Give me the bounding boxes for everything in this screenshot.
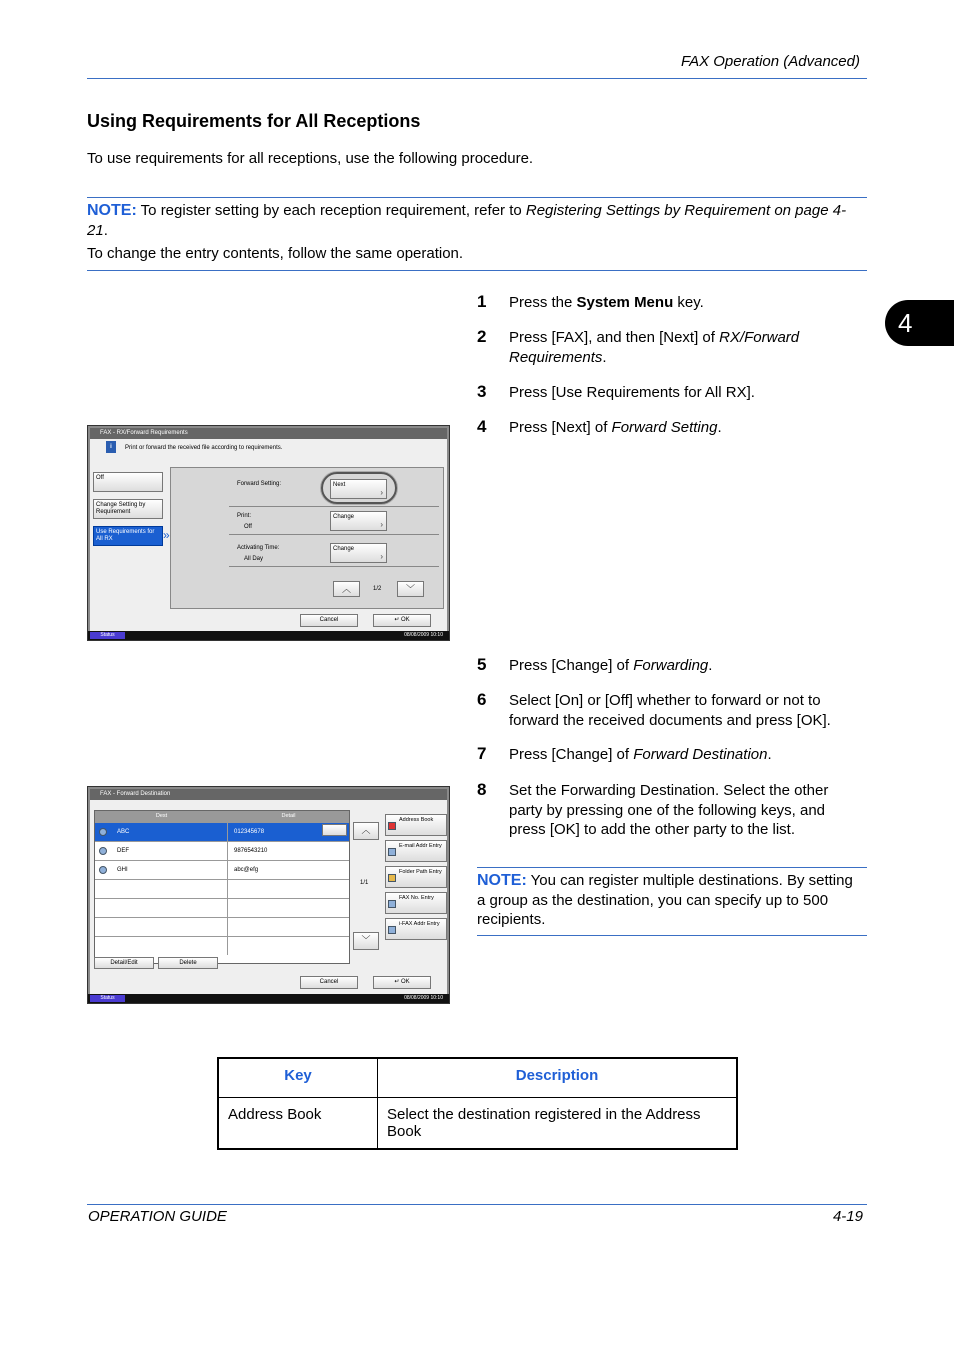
step-1-text: Press the System Menu key. (509, 294, 704, 311)
fax-icon (99, 828, 107, 836)
step-8-text: Set the Forwarding Destination. Select the other party by pressing one of the following keys, and press [OK] to add the other party to the list. (509, 782, 829, 838)
page-up-button[interactable] (333, 581, 360, 597)
page-indicator: 1/2 (373, 586, 382, 592)
screen-title: FAX - RX/Forward Requirements (90, 428, 447, 439)
info-icon: i (106, 441, 116, 453)
chevron-down-icon: ﹀ (361, 935, 371, 945)
row-dest: ABC (117, 829, 130, 835)
note-bottom-rule (87, 270, 867, 271)
row-detail: 012345678 (234, 829, 265, 835)
folder-icon (388, 874, 396, 882)
step-number: 3 (477, 382, 487, 401)
row-detail: 9876543210 (234, 848, 268, 854)
use-requirements-for-all-rx-button[interactable]: Use Requirements for All RX (93, 526, 163, 546)
note-label: NOTE: (87, 202, 137, 219)
status-button[interactable]: Status (90, 632, 125, 639)
table-row[interactable] (95, 822, 349, 841)
screen-body (90, 439, 447, 631)
note-1-line2: To change the entry contents, follow the same operation. (87, 245, 464, 262)
footer-page-number: 4-19 (832, 1208, 863, 1225)
chapter-tab: 4 (885, 300, 954, 346)
note-2 (477, 871, 862, 930)
row-dest: GHI (117, 867, 128, 873)
key-description-table (217, 1057, 738, 1150)
divider (229, 534, 439, 535)
datetime: 08/08/2009 10:10 (404, 632, 443, 638)
step-4-text: Press [Next] of Forward Setting. (509, 419, 722, 436)
page-indicator: 1/1 (360, 880, 369, 886)
list-header (95, 811, 349, 822)
step-number: 1 (477, 292, 487, 311)
activating-time-value: All Day (244, 556, 264, 562)
detail-edit-button[interactable]: Detail/Edit (94, 957, 154, 969)
ifax-addr-entry-button[interactable]: i-FAX Addr Entry (385, 918, 447, 940)
fax-icon (99, 847, 107, 855)
table-row (95, 879, 349, 898)
column-detail: Detail (281, 813, 296, 819)
chevron-right-icon: › (380, 520, 383, 529)
scroll-up-button[interactable] (353, 822, 379, 840)
ok-button[interactable]: ↵ OK (373, 976, 431, 989)
divider (229, 566, 439, 567)
chevron-up-icon: ︿ (341, 584, 351, 594)
detail-field[interactable] (322, 824, 347, 836)
print-change-button[interactable]: Change › (330, 511, 387, 531)
table-row (95, 898, 349, 917)
fax-no-entry-button[interactable]: FAX No. Entry (385, 892, 447, 914)
note-text: You can register multiple destinations. By setting a group as the destination, you can specify up to 500 recipients. (477, 872, 853, 928)
chevron-right-icon: › (380, 552, 383, 561)
destination-list (94, 810, 350, 964)
step-6-text: Select [On] or [Off] whether to forward or not to forward the received documents and press [OK]. (509, 692, 831, 729)
footer-rule (87, 1204, 867, 1205)
forward-next-button[interactable]: Next › (330, 479, 387, 499)
step-3-text: Press [Use Requirements for All RX]. (509, 384, 755, 401)
step-2-text: Press [FAX], and then [Next] of RX/Forward Requirements. (509, 329, 800, 366)
enter-icon: ↵ (394, 979, 402, 985)
time-change-button[interactable]: Change › (330, 543, 387, 563)
note-1 (87, 201, 857, 240)
email-icon (388, 848, 396, 856)
cell-description: Select the destination registered in the Address Book (378, 1098, 738, 1150)
status-bar (88, 631, 449, 640)
chevron-up-icon: ︿ (361, 825, 371, 835)
header-description: Description (378, 1058, 738, 1098)
address-book-icon (388, 822, 396, 830)
ok-button[interactable]: ↵ OK (373, 614, 431, 627)
fax-icon (388, 900, 396, 908)
off-button[interactable]: Off (93, 472, 163, 492)
screen-forward-destination (87, 786, 450, 1004)
enter-icon: ↵ (394, 617, 402, 623)
status-button[interactable]: Status (90, 995, 125, 1002)
delete-button[interactable]: Delete (158, 957, 218, 969)
table-row[interactable] (95, 841, 349, 860)
note-text-end: . (103, 221, 108, 239)
activating-time-label: Activating Time: (237, 545, 280, 551)
step-7-text: Press [Change] of Forward Destination. (509, 746, 772, 763)
address-book-button[interactable]: Address Book (385, 814, 447, 836)
table-row (95, 917, 349, 936)
table-row (218, 1098, 737, 1150)
chevron-down-icon: ﹀ (405, 584, 415, 594)
selected-arrow-icon: » (163, 528, 170, 542)
ifax-icon (388, 926, 396, 934)
table-header-row (218, 1058, 737, 1098)
screen-title: FAX - Forward Destination (90, 789, 447, 800)
note-label: NOTE: (477, 872, 527, 889)
note2-top-rule (477, 867, 867, 868)
step-number: 4 (477, 417, 487, 436)
info-text: Print or forward the received file according to requirements. (125, 445, 283, 451)
footer-guide-name: OPERATION GUIDE (88, 1208, 227, 1225)
note-reference: Registering Settings by Requirement on page 4-21 (87, 202, 847, 239)
datetime: 08/08/2009 10:10 (404, 995, 443, 1001)
cancel-button[interactable]: Cancel (300, 614, 358, 627)
step-number: 7 (477, 744, 487, 763)
note-top-rule (87, 197, 867, 198)
intro-text: To use requirements for all receptions, use the following procedure. (87, 150, 534, 167)
screen-rx-forward-requirements (87, 425, 450, 641)
divider (229, 506, 439, 507)
table-row[interactable] (95, 860, 349, 879)
row-detail: abc@efg (234, 867, 259, 873)
note-text: To register setting by each reception requirement, refer to (136, 202, 526, 219)
header-rule (87, 78, 867, 79)
chevron-right-icon: › (380, 488, 383, 497)
email-icon (99, 866, 107, 874)
column-dest: Dest (155, 813, 168, 819)
screen-body (90, 800, 447, 994)
header-key: Key (218, 1058, 378, 1098)
folder-path-entry-button[interactable]: Folder Path Entry (385, 866, 447, 888)
table-row (95, 936, 349, 955)
step-number: 5 (477, 655, 487, 674)
cancel-button[interactable]: Cancel (300, 976, 358, 989)
step-number: 8 (477, 780, 487, 799)
page-down-button[interactable] (397, 581, 424, 597)
cell-key: Address Book (218, 1098, 378, 1150)
status-bar (88, 994, 449, 1003)
forward-setting-label: Forward Setting: (237, 481, 282, 487)
section-heading: Using Requirements for All Receptions (87, 111, 421, 131)
step-number: 6 (477, 690, 487, 709)
email-addr-entry-button[interactable]: E-mail Addr Entry (385, 840, 447, 862)
print-value: Off (244, 524, 252, 530)
change-setting-by-requirement-button[interactable]: Change Setting by Requirement (93, 499, 163, 519)
step-number: 2 (477, 327, 487, 346)
step-5-text: Press [Change] of Forwarding. (509, 657, 713, 674)
row-dest: DEF (117, 848, 129, 854)
note2-bottom-rule (477, 935, 867, 936)
settings-panel (170, 467, 444, 609)
print-label: Print: (237, 513, 252, 519)
scroll-down-button[interactable] (353, 932, 379, 950)
running-header: FAX Operation (Advanced) (681, 53, 860, 70)
